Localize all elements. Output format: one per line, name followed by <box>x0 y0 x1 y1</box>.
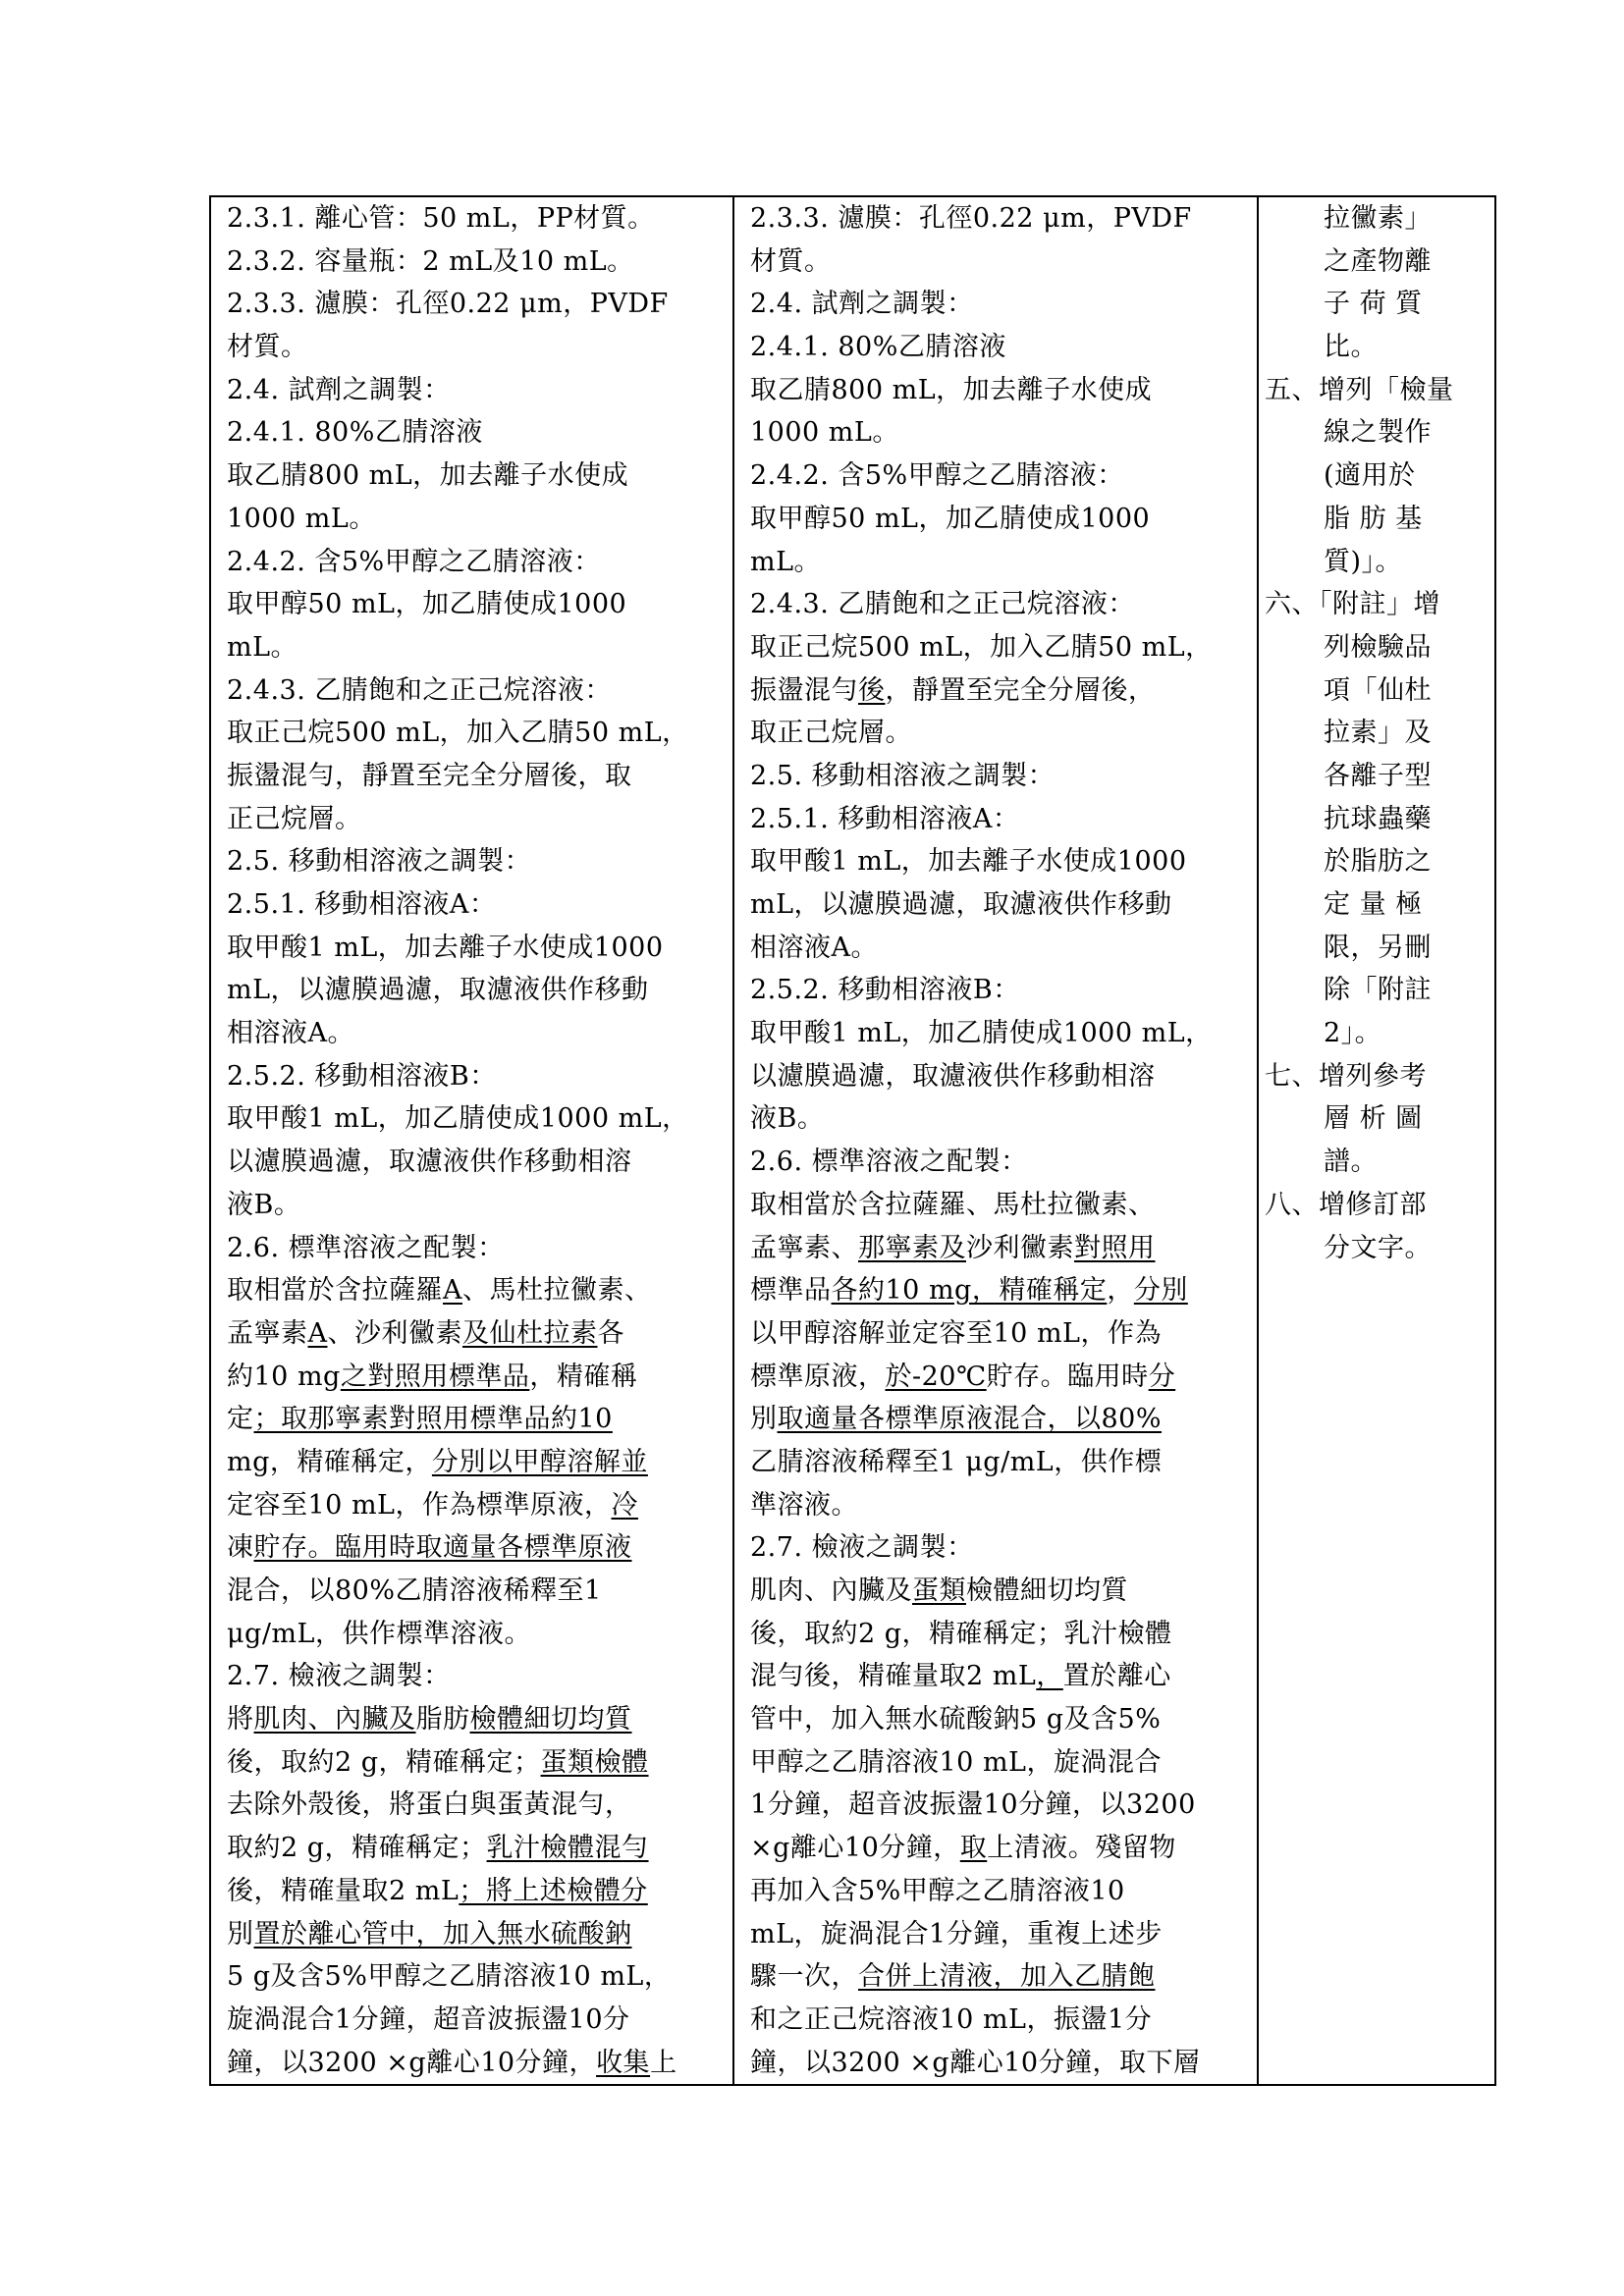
text-line <box>1259 755 1494 798</box>
text-line <box>1259 369 1494 412</box>
text-segment: 子 荷 質 <box>1324 289 1423 320</box>
text-line <box>211 1999 732 2042</box>
text-segment: 拉黴素」 <box>1324 203 1432 234</box>
text-segment: 2.4.2. 含5%甲醇之乙腈溶液： <box>227 546 601 577</box>
text-line <box>211 1955 732 1999</box>
text-segment: 標準品 <box>750 1275 832 1307</box>
text-line <box>1259 411 1494 454</box>
text-segment: 取正己烷層。 <box>750 718 912 749</box>
underlined-text: 後 <box>858 674 886 706</box>
text-line <box>734 498 1257 541</box>
text-line <box>211 1913 732 1956</box>
text-segment: mL，旋渦混合1分鐘，重複上述步 <box>750 1918 1163 1949</box>
text-segment: 線之製作 <box>1324 417 1432 449</box>
text-segment: 2.3.3. 濾膜：孔徑0.22 μm，PVDF <box>750 203 1192 234</box>
text-segment: 以濾膜過濾，取濾液供作移動相溶 <box>227 1147 632 1178</box>
text-segment: 質)」。 <box>1324 546 1403 577</box>
text-segment: 標準原液， <box>750 1361 886 1392</box>
text-line <box>734 1613 1257 1656</box>
text-line <box>211 1570 732 1613</box>
underlined-text: 乳汁檢體混勻 <box>486 1833 649 1864</box>
text-line <box>734 883 1257 927</box>
text-line <box>734 755 1257 798</box>
text-segment: 1000 mL。 <box>750 417 899 449</box>
text-segment: 5 g及含5%甲醇之乙腈溶液10 mL， <box>227 1961 672 1993</box>
text-segment: 脂肪 <box>415 1704 470 1735</box>
text-line <box>211 240 732 284</box>
text-segment: 以甲醇溶解並定容至10 mL，作為 <box>750 1317 1162 1349</box>
text-segment: 2.4. 試劑之調製： <box>227 374 451 405</box>
original-text-column <box>733 196 1258 2085</box>
text-line <box>1259 283 1494 326</box>
text-segment: 定容至10 mL，作為標準原液， <box>227 1489 612 1521</box>
text-line <box>1259 197 1494 240</box>
text-segment: 取甲醇50 mL，加乙腈使成1000 <box>227 589 627 620</box>
text-line <box>734 1827 1257 1870</box>
text-segment: mL。 <box>227 631 298 663</box>
text-line <box>734 1398 1257 1441</box>
text-segment: 列檢驗品 <box>1324 631 1432 663</box>
text-segment: 各離子型 <box>1324 760 1432 791</box>
text-segment: 2.6. 標準溶液之配製： <box>750 1147 1028 1178</box>
text-segment: 以濾膜過濾，取濾液供作移動相溶 <box>750 1060 1156 1092</box>
text-line <box>211 1097 732 1141</box>
text-line <box>211 1526 732 1570</box>
text-line <box>734 1698 1257 1741</box>
text-line <box>211 1741 732 1785</box>
text-line <box>211 1613 732 1656</box>
text-line <box>1259 326 1494 369</box>
text-line <box>1259 1012 1494 1055</box>
text-segment: 六、「附註」增 <box>1265 589 1440 620</box>
text-segment: 八、增修訂部 <box>1265 1189 1427 1220</box>
text-line <box>734 411 1257 454</box>
text-line <box>211 1227 732 1270</box>
text-segment: 、馬杜拉黴素、 <box>462 1275 652 1307</box>
text-segment: 2.4.3. 乙腈飽和之正己烷溶液： <box>750 589 1135 620</box>
underlined-text: 貯存。臨用時取適量各標準原液 <box>253 1532 632 1564</box>
text-line <box>734 798 1257 841</box>
text-segment: 液B。 <box>750 1103 825 1135</box>
underlined-text: A <box>443 1275 462 1307</box>
text-segment: ×g離心10分鐘， <box>750 1833 960 1864</box>
text-segment: 鐘，以3200 ×g離心10分鐘， <box>227 2047 597 2078</box>
text-line <box>1259 583 1494 626</box>
text-segment: 去除外殼後，將蛋白與蛋黃混勻， <box>227 1789 632 1821</box>
text-segment: 分文字。 <box>1324 1232 1432 1263</box>
underlined-text: 各約10 mg，精確稱定 <box>831 1275 1108 1307</box>
underlined-text: 合併上清液，加入乙腈飽 <box>858 1961 1156 1993</box>
text-line <box>734 1012 1257 1055</box>
text-segment: ， <box>1107 1275 1134 1307</box>
text-segment: 上 <box>650 2047 677 2078</box>
table-row <box>210 196 1495 2085</box>
text-segment: 液B。 <box>227 1189 301 1220</box>
text-line <box>734 369 1257 412</box>
text-segment: 沙利黴素 <box>966 1232 1074 1263</box>
text-line <box>734 1784 1257 1827</box>
underlined-text: 之對照用標準品 <box>340 1361 530 1392</box>
text-line <box>734 1999 1257 2042</box>
text-segment: 別 <box>227 1918 254 1949</box>
text-line <box>1259 798 1494 841</box>
text-line <box>734 454 1257 498</box>
text-line <box>211 1012 732 1055</box>
text-line <box>734 1312 1257 1356</box>
text-segment: 拉素」及 <box>1324 718 1432 749</box>
text-line <box>734 1141 1257 1184</box>
text-line <box>734 712 1257 755</box>
text-segment: 檢體細切均質 <box>966 1575 1128 1606</box>
text-segment: mg，精確稱定， <box>227 1446 432 1477</box>
text-line <box>734 541 1257 584</box>
text-line <box>1259 1184 1494 1227</box>
text-segment: 1000 mL。 <box>227 503 376 534</box>
text-segment: 於脂肪之 <box>1324 846 1432 878</box>
revision-notes-column <box>1258 196 1495 2085</box>
text-line <box>734 840 1257 883</box>
text-line <box>211 1312 732 1356</box>
text-line <box>211 840 732 883</box>
underlined-text: 肌肉、內臟及 <box>253 1704 416 1735</box>
underlined-text: 取適量各標準原液混合，以80% <box>777 1404 1163 1435</box>
underlined-text: 那寧素及 <box>858 1232 966 1263</box>
text-line <box>211 1484 732 1527</box>
text-segment: 取甲醇50 mL，加乙腈使成1000 <box>750 503 1151 534</box>
text-segment: 孟寧素 <box>227 1317 308 1349</box>
text-segment: 再加入含5%甲醇之乙腈溶液10 <box>750 1875 1125 1906</box>
text-line <box>1259 1227 1494 1270</box>
text-segment: 後，精確量取2 mL <box>227 1875 460 1906</box>
text-line <box>211 1655 732 1698</box>
text-line <box>734 240 1257 284</box>
text-line <box>211 1141 732 1184</box>
text-segment: 2.4.3. 乙腈飽和之正己烷溶液： <box>227 674 612 706</box>
underlined-text: ， <box>1036 1661 1063 1692</box>
text-line <box>734 197 1257 240</box>
underlined-text: 蛋類 <box>912 1575 966 1606</box>
text-line <box>1259 840 1494 883</box>
text-segment: 2.7. 檢液之調製： <box>227 1661 451 1692</box>
text-segment: 各 <box>597 1317 624 1349</box>
underlined-text: 及仙杜拉素 <box>462 1317 598 1349</box>
text-segment: 取甲酸1 mL，加去離子水使成1000 <box>750 846 1187 878</box>
text-line <box>734 1655 1257 1698</box>
revision-comparison-table <box>209 195 1496 2086</box>
text-line <box>211 1870 732 1913</box>
text-segment: 取相當於含拉薩羅 <box>227 1275 443 1307</box>
text-segment: 後，取約2 g，精確稱定； <box>227 1746 541 1778</box>
text-segment: mL。 <box>750 546 822 577</box>
text-segment: 、沙利黴素 <box>327 1317 462 1349</box>
text-segment: 材質。 <box>750 245 832 277</box>
text-line <box>734 2042 1257 2085</box>
text-segment: 2.5. 移動相溶液之調製： <box>750 760 1056 791</box>
text-line <box>211 369 732 412</box>
text-line <box>734 626 1257 669</box>
text-segment: mL，以濾膜過濾，取濾液供作移動 <box>750 889 1172 920</box>
text-segment: 振盪混勻 <box>750 674 858 706</box>
text-line <box>211 197 732 240</box>
text-segment: 正己烷層。 <box>227 803 362 834</box>
text-segment: 2.5. 移動相溶液之調製： <box>227 846 532 878</box>
text-line <box>1259 498 1494 541</box>
text-line <box>1259 1141 1494 1184</box>
text-segment: 1分鐘，超音波振盪10分鐘，以3200 <box>750 1789 1196 1821</box>
text-line <box>211 541 732 584</box>
text-segment: ，靜置至完全分層後， <box>885 674 1156 706</box>
underlined-text: ；取那寧素對照用標準品約10 <box>253 1404 613 1435</box>
underlined-text: 分別 <box>1133 1275 1188 1307</box>
text-line <box>734 326 1257 369</box>
text-line <box>211 1269 732 1312</box>
text-line <box>211 755 732 798</box>
text-line <box>1259 927 1494 970</box>
text-line <box>734 1570 1257 1613</box>
text-line <box>734 1097 1257 1141</box>
text-segment: (適用於 <box>1324 460 1416 492</box>
text-segment: 脂 肪 基 <box>1324 503 1423 534</box>
text-segment: 限，另刪 <box>1324 932 1432 963</box>
text-segment: mL，以濾膜過濾，取濾液供作移動 <box>227 975 649 1006</box>
text-segment: 2.3.2. 容量瓶：2 mL及10 mL。 <box>227 245 634 277</box>
underlined-text: 分別以甲醇溶解並 <box>431 1446 648 1477</box>
text-line <box>211 798 732 841</box>
text-line <box>734 927 1257 970</box>
text-line <box>211 1356 732 1399</box>
underlined-text: 於-20℃ <box>885 1361 987 1392</box>
text-line <box>1259 541 1494 584</box>
text-line <box>1259 669 1494 713</box>
underlined-text: 取 <box>959 1833 988 1864</box>
underlined-text: 置於離心管中，加入無水硫酸鈉 <box>253 1918 632 1949</box>
text-line <box>1259 454 1494 498</box>
text-line <box>211 583 732 626</box>
text-segment: 置於離心 <box>1062 1661 1171 1692</box>
underlined-text: 冷 <box>611 1489 638 1521</box>
text-line <box>211 498 732 541</box>
text-segment: 取乙腈800 mL，加去離子水使成 <box>750 374 1153 405</box>
text-segment: 鐘，以3200 ×g離心10分鐘，取下層 <box>750 2047 1201 2078</box>
text-line <box>734 1227 1257 1270</box>
text-line <box>734 1526 1257 1570</box>
text-segment: 取甲酸1 mL，加乙腈使成1000 mL， <box>227 1103 689 1135</box>
text-line <box>734 1741 1257 1785</box>
text-segment: 五、增列「檢量 <box>1265 374 1454 405</box>
text-segment: 上清液。殘留物 <box>987 1833 1176 1864</box>
text-segment: 後，取約2 g，精確稱定；乳汁檢體 <box>750 1618 1172 1649</box>
text-segment: 和之正己烷溶液10 mL，振盪1分 <box>750 2003 1153 2035</box>
text-segment: 混勻後，精確量取2 mL <box>750 1661 1037 1692</box>
text-segment: 肌肉、內臟及 <box>750 1575 912 1606</box>
text-line <box>734 1913 1257 1956</box>
text-segment: 2.3.1. 離心管：50 mL，PP材質。 <box>227 203 655 234</box>
text-segment: 項「仙杜 <box>1324 674 1432 706</box>
text-segment: 貯存。臨用時 <box>986 1361 1149 1392</box>
text-line <box>211 883 732 927</box>
text-line <box>211 1827 732 1870</box>
text-segment: 2.5.1. 移動相溶液A： <box>750 803 1020 834</box>
text-segment: 層 析 圖 <box>1324 1103 1423 1135</box>
text-segment: 2.5.2. 移動相溶液B： <box>750 975 1020 1006</box>
text-segment: μg/mL，供作標準溶液。 <box>227 1618 531 1649</box>
text-line <box>211 1441 732 1484</box>
text-line <box>1259 883 1494 927</box>
text-line <box>1259 626 1494 669</box>
text-line <box>734 1441 1257 1484</box>
text-segment: 材質。 <box>227 332 308 363</box>
revised-text-column <box>210 196 733 2085</box>
text-segment: 2.4.1. 80%乙腈溶液 <box>227 417 483 449</box>
text-segment: 相溶液A。 <box>750 932 878 963</box>
text-line <box>734 1955 1257 1999</box>
text-line <box>211 1698 732 1741</box>
text-segment: 2.4.2. 含5%甲醇之乙腈溶液： <box>750 460 1124 492</box>
text-segment: 2.5.1. 移動相溶液A： <box>227 889 497 920</box>
text-segment: 相溶液A。 <box>227 1018 354 1049</box>
text-line <box>211 669 732 713</box>
text-segment: 2.7. 檢液之調製： <box>750 1532 974 1564</box>
text-line <box>734 283 1257 326</box>
text-segment: 取約2 g，精確稱定； <box>227 1833 487 1864</box>
text-line <box>211 969 732 1012</box>
text-line <box>734 1055 1257 1098</box>
text-segment: 2」。 <box>1324 1018 1382 1049</box>
underlined-text: 收集 <box>596 2047 651 2078</box>
text-segment: 抗球蟲藥 <box>1324 803 1432 834</box>
text-segment: 取相當於含拉薩羅、馬杜拉黴素、 <box>750 1189 1156 1220</box>
text-segment: 2.4.1. 80%乙腈溶液 <box>750 332 1006 363</box>
text-segment: 別 <box>750 1404 778 1435</box>
text-segment: 乙腈溶液稀釋至1 μg/mL，供作標 <box>750 1446 1163 1477</box>
text-line <box>734 1484 1257 1527</box>
text-segment: 驟一次， <box>750 1961 858 1993</box>
text-segment: 2.3.3. 濾膜：孔徑0.22 μm，PVDF <box>227 289 669 320</box>
underlined-text: 檢體細切均質 <box>469 1704 632 1735</box>
text-segment: 旋渦混合1分鐘，超音波振盪10分 <box>227 2003 630 2035</box>
text-segment: 七、增列參考 <box>1265 1060 1427 1092</box>
text-segment: 約10 mg <box>227 1361 341 1392</box>
text-segment: 孟寧素、 <box>750 1232 858 1263</box>
text-line <box>734 969 1257 1012</box>
text-line <box>211 712 732 755</box>
text-segment: 比。 <box>1324 332 1378 363</box>
text-line <box>734 1870 1257 1913</box>
text-segment: 譜。 <box>1324 1147 1378 1178</box>
text-segment: 甲醇之乙腈溶液10 mL，旋渦混合 <box>750 1746 1162 1778</box>
text-line <box>734 1269 1257 1312</box>
text-line <box>211 1398 732 1441</box>
text-line <box>211 326 732 369</box>
text-line <box>1259 1055 1494 1098</box>
text-segment: 除「附註 <box>1324 975 1432 1006</box>
underlined-text: 對照用 <box>1074 1232 1156 1263</box>
text-line <box>1259 969 1494 1012</box>
text-segment: 振盪混勻，靜置至完全分層後，取 <box>227 760 632 791</box>
text-segment: 凍 <box>227 1532 254 1564</box>
underlined-text: 分 <box>1148 1361 1176 1392</box>
underlined-text: A <box>307 1317 328 1349</box>
text-line <box>211 1055 732 1098</box>
text-line <box>211 1184 732 1227</box>
text-segment: 管中，加入無水硫酸鈉5 g及含5% <box>750 1704 1162 1735</box>
text-segment: 取甲酸1 mL，加乙腈使成1000 mL， <box>750 1018 1213 1049</box>
underlined-text: 蛋類檢體 <box>540 1746 649 1778</box>
text-segment: 取正己烷500 mL，加入乙腈50 mL， <box>750 631 1213 663</box>
text-segment: ，精確稱 <box>529 1361 638 1392</box>
text-segment: 取乙腈800 mL，加去離子水使成 <box>227 460 629 492</box>
text-line <box>211 1784 732 1827</box>
text-segment: 定 量 極 <box>1324 889 1423 920</box>
text-segment: 取正己烷500 mL，加入乙腈50 mL， <box>227 718 689 749</box>
text-segment: 2.5.2. 移動相溶液B： <box>227 1060 497 1092</box>
text-line <box>1259 712 1494 755</box>
text-segment: 之產物離 <box>1324 245 1432 277</box>
text-line <box>734 669 1257 713</box>
text-line <box>1259 240 1494 284</box>
text-segment: 2.6. 標準溶液之配製： <box>227 1232 505 1263</box>
text-segment: 將 <box>227 1704 254 1735</box>
text-line <box>211 283 732 326</box>
text-segment: 混合，以80%乙腈溶液稀釋至1 <box>227 1575 602 1606</box>
text-segment: 準溶液。 <box>750 1489 858 1521</box>
text-line <box>211 626 732 669</box>
text-line <box>734 583 1257 626</box>
text-line <box>734 1356 1257 1399</box>
underlined-text: ；將上述檢體分 <box>459 1875 648 1906</box>
text-line <box>211 411 732 454</box>
text-segment: 取甲酸1 mL，加去離子水使成1000 <box>227 932 664 963</box>
text-line <box>211 2042 732 2085</box>
text-line <box>734 1184 1257 1227</box>
text-segment: 定 <box>227 1404 254 1435</box>
text-segment: 2.4. 試劑之調製： <box>750 289 974 320</box>
text-line <box>211 454 732 498</box>
text-line <box>211 927 732 970</box>
text-line <box>1259 1097 1494 1141</box>
